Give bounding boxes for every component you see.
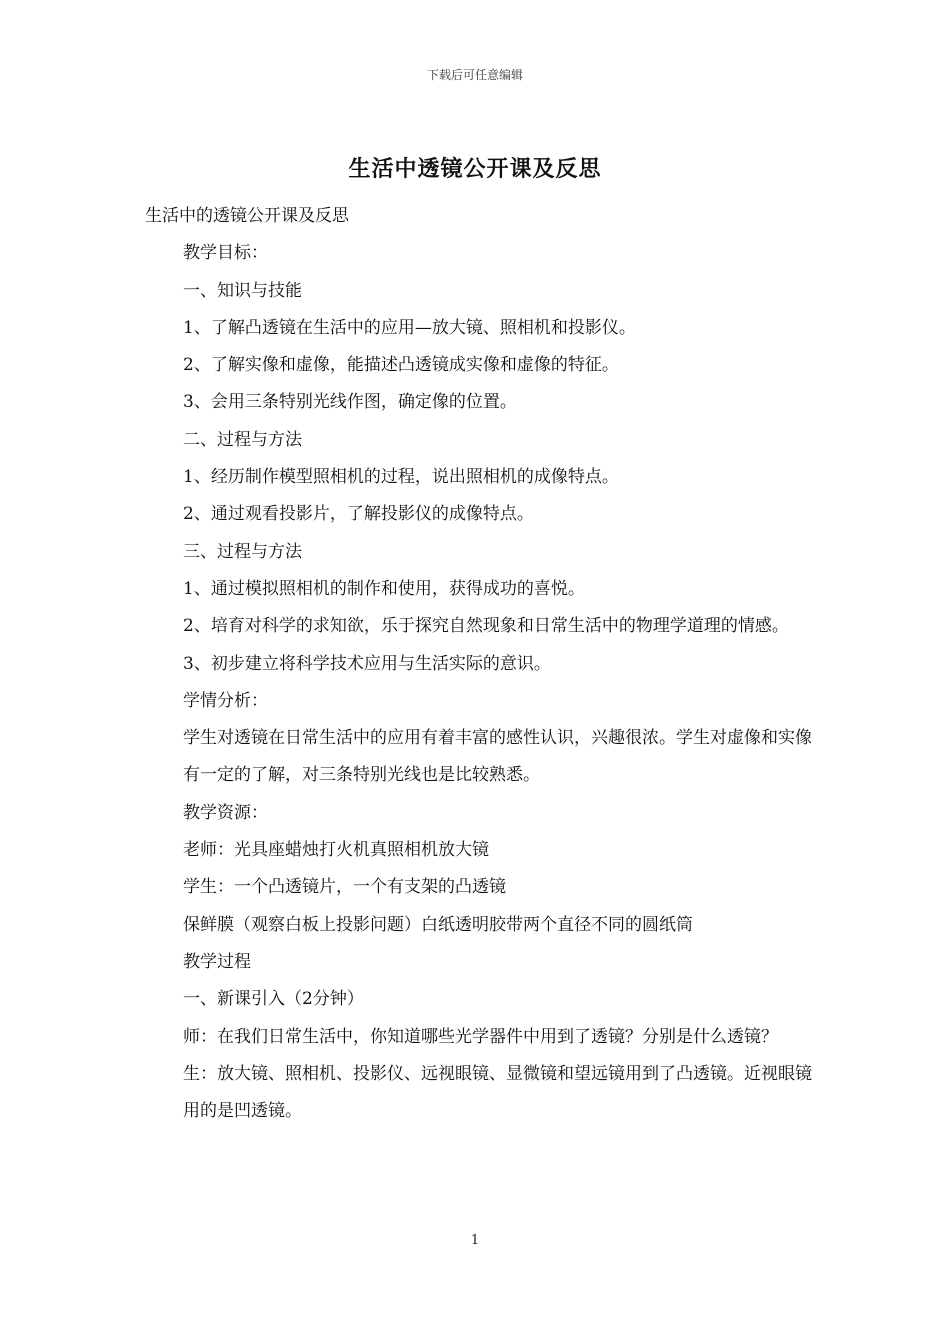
paragraph: 教学资源：: [183, 802, 268, 823]
paragraph: 2、培育对科学的求知欲，乐于探究自然现象和日常生活中的物理学道理的情感。: [183, 616, 789, 637]
paragraph: 保鲜膜（观察白板上投影问题）白纸透明胶带两个直径不同的圆纸筒: [183, 914, 693, 935]
document-body: [145, 198, 825, 1130]
paragraph: 老师：光具座蜡烛打火机真照相机放大镜: [183, 840, 489, 861]
paragraph: 一、新课引入（2分钟）: [183, 989, 364, 1010]
paragraph: 3、初步建立将科学技术应用与生活实际的意识。: [183, 653, 551, 674]
paragraph: 学生：一个凸透镜片，一个有支架的凸透镜: [183, 877, 506, 898]
page-number: 1: [470, 1233, 480, 1248]
paragraph: 师：在我们日常生活中，你知道哪些光学器件中用到了透镜？分别是什么透镜？: [183, 1026, 778, 1047]
paragraph: 三、过程与方法: [183, 541, 302, 562]
paragraph: 生：放大镜、照相机、投影仪、远视眼镜、显微镜和望远镜用到了凸透镜。近视眼镜用的是凹透镜。: [183, 1063, 812, 1122]
paragraph: 学情分析：: [183, 690, 268, 711]
paragraph: 1、经历制作模型照相机的过程，说出照相机的成像特点。: [183, 467, 619, 488]
paragraph: 二、过程与方法: [183, 429, 302, 450]
paragraph: 1、了解凸透镜在生活中的应用—放大镜、照相机和投影仪。: [183, 317, 636, 338]
paragraph: 3、会用三条特别光线作图，确定像的位置。: [183, 392, 517, 413]
paragraph: 一、知识与技能: [183, 280, 302, 301]
paragraph: 1、通过模拟照相机的制作和使用，获得成功的喜悦。: [183, 578, 585, 599]
paragraph: 教学过程: [183, 951, 251, 972]
document-title: 生活中透镜公开课及反思: [348, 156, 602, 182]
page-header: 下载后可任意编辑: [426, 68, 523, 82]
paragraph: 教学目标：: [183, 243, 268, 264]
paragraph: 生活中的透镜公开课及反思: [145, 206, 349, 226]
paragraph: 学生对透镜在日常生活中的应用有着丰富的感性认识，兴趣很浓。学生对虚像和实像有一定的了解，对三条特别光线也是比较熟悉。: [183, 728, 812, 786]
paragraph: 2、通过观看投影片，了解投影仪的成像特点。: [183, 504, 534, 525]
paragraph: 2、了解实像和虚像，能描述凸透镜成实像和虚像的特征。: [183, 355, 619, 376]
